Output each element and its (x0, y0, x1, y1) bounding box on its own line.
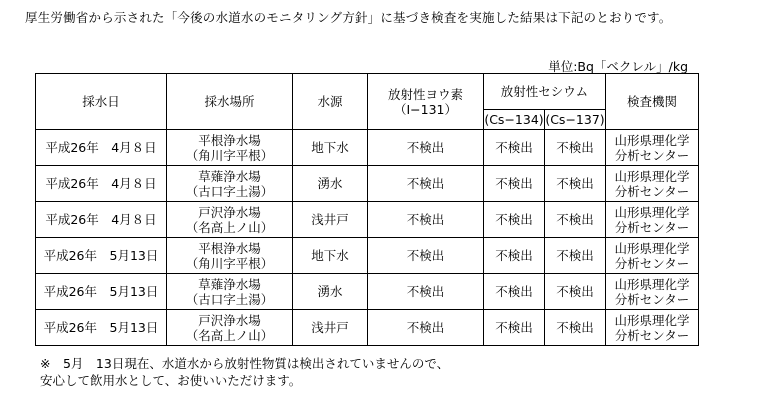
header-iodine-isotope: （I−131） (393, 101, 458, 117)
cell-cs137: 不検出 (545, 166, 606, 202)
header-cesium: 放射性セシウム (484, 74, 606, 110)
header-cs134: (Cs−134) (484, 110, 545, 130)
cell-place (167, 310, 293, 346)
cell-date: 平成26年 5月13日 (36, 310, 167, 346)
cell-agency (606, 130, 699, 166)
place-address: （角川字平根） (185, 147, 274, 163)
header-iodine-name: 放射性ヨウ素 (387, 86, 463, 102)
footnote (40, 355, 449, 389)
place-name: 草薙浄水場 (198, 168, 261, 184)
place-name: 戸沢浄水場 (198, 312, 261, 328)
agency-line2: 分析センター (614, 255, 690, 271)
cell-source: 湧水 (293, 274, 368, 310)
cell-agency (606, 166, 699, 202)
header-date: 採水日 (36, 74, 167, 130)
agency-line1: 山形県理化学 (614, 240, 690, 256)
header-cs137: (Cs−137) (545, 110, 606, 130)
cell-cs137: 不検出 (545, 274, 606, 310)
header-agency: 検査機関 (606, 74, 699, 130)
table-row (36, 274, 699, 310)
place-address: （名高上ノ山） (185, 219, 274, 235)
place-address: （古口字土湯） (185, 291, 274, 307)
cell-source: 地下水 (293, 238, 368, 274)
cell-place (167, 238, 293, 274)
cell-place (167, 202, 293, 238)
cell-agency (606, 274, 699, 310)
cell-cs137: 不検出 (545, 202, 606, 238)
cell-cs134: 不検出 (484, 274, 545, 310)
table-row (36, 166, 699, 202)
place-name: 草薙浄水場 (198, 276, 261, 292)
cell-date: 平成26年 5月13日 (36, 274, 167, 310)
unit-label: 単位:Bq「ベクレル」/kg (548, 59, 688, 74)
cell-date: 平成26年 4月８日 (36, 202, 167, 238)
cell-cs134: 不検出 (484, 166, 545, 202)
header-place: 採水場所 (167, 74, 293, 130)
agency-line2: 分析センター (614, 219, 690, 235)
place-name: 平根浄水場 (198, 240, 261, 256)
agency-line2: 分析センター (614, 291, 690, 307)
agency-line2: 分析センター (614, 147, 690, 163)
agency-line1: 山形県理化学 (614, 132, 690, 148)
footnote-line1: ※ 5月 13日現在、水道水から放射性物質は検出されていませんので、 (40, 356, 450, 371)
cell-source: 浅井戸 (293, 310, 368, 346)
header-iodine (368, 74, 484, 130)
cell-iodine: 不検出 (368, 238, 484, 274)
cell-date: 平成26年 4月８日 (36, 166, 167, 202)
cell-cs134: 不検出 (484, 130, 545, 166)
cell-cs134: 不検出 (484, 238, 545, 274)
agency-line1: 山形県理化学 (614, 168, 690, 184)
cell-agency (606, 310, 699, 346)
cell-place (167, 274, 293, 310)
place-name: 平根浄水場 (198, 132, 261, 148)
cell-agency (606, 238, 699, 274)
cell-date: 平成26年 4月８日 (36, 130, 167, 166)
table-row (36, 202, 699, 238)
agency-line1: 山形県理化学 (614, 204, 690, 220)
cell-source: 浅井戸 (293, 202, 368, 238)
intro-text: 厚生労働省から示された「今後の水道水のモニタリング方針」に基づき検査を実施した結果は下記のとおりです。 (25, 10, 672, 25)
table-row (36, 130, 699, 166)
agency-line1: 山形県理化学 (614, 276, 690, 292)
cell-agency (606, 202, 699, 238)
cell-cs137: 不検出 (545, 130, 606, 166)
footnote-line2: 安心して飲用水として、お使いいただけます。 (40, 373, 302, 388)
agency-line2: 分析センター (614, 183, 690, 199)
cell-source: 湧水 (293, 166, 368, 202)
cell-cs137: 不検出 (545, 310, 606, 346)
cell-iodine: 不検出 (368, 274, 484, 310)
cell-iodine: 不検出 (368, 166, 484, 202)
cell-iodine: 不検出 (368, 310, 484, 346)
cell-place (167, 166, 293, 202)
place-address: （古口字土湯） (185, 183, 274, 199)
place-address: （名高上ノ山） (185, 327, 274, 343)
place-name: 戸沢浄水場 (198, 204, 261, 220)
cell-cs134: 不検出 (484, 202, 545, 238)
cell-source: 地下水 (293, 130, 368, 166)
cell-cs137: 不検出 (545, 238, 606, 274)
table-row (36, 238, 699, 274)
cell-cs134: 不検出 (484, 310, 545, 346)
place-address: （角川字平根） (185, 255, 274, 271)
results-table (35, 73, 699, 346)
cell-iodine: 不検出 (368, 130, 484, 166)
table-row (36, 310, 699, 346)
agency-line1: 山形県理化学 (614, 312, 690, 328)
cell-date: 平成26年 5月13日 (36, 238, 167, 274)
cell-place (167, 130, 293, 166)
header-source: 水源 (293, 74, 368, 130)
cell-iodine: 不検出 (368, 202, 484, 238)
agency-line2: 分析センター (614, 327, 690, 343)
